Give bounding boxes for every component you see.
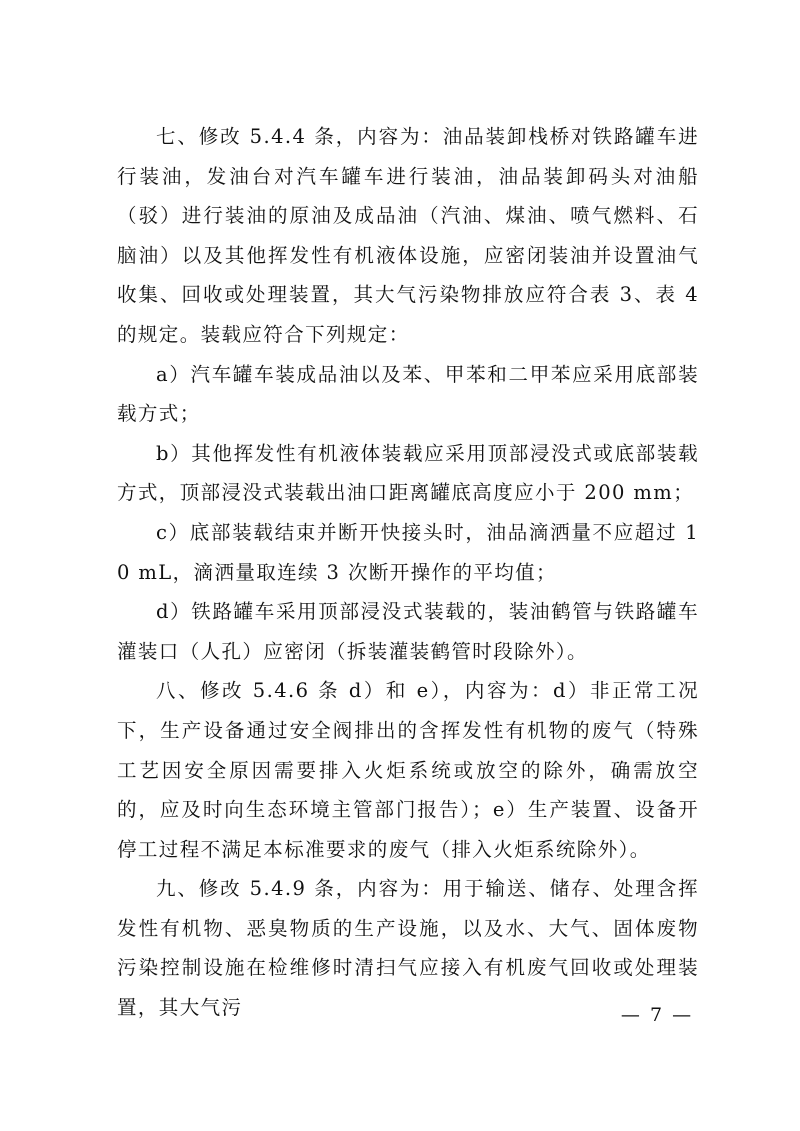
page-number: — 7 —	[620, 1004, 694, 1026]
paragraph-item-7-loading-rules: 七、修改 5.4.4 条，内容为：油品装卸栈桥对铁路罐车进行装油，发油台对汽车罐车进行装油，油品装卸码头对油船（驳）进行装油的原油及成品油（汽油、煤油、喷气燃料、石脑油）以及其他挥发性有机液体设施，应密闭装油并设置油气收集、回收或处理装置，其大气污染物排放应符合表 3、表 4 的规定。装载应符合下列规定：	[117, 125, 699, 346]
paragraph-clause-b: b）其他挥发性有机液体装载应采用顶部浸没式或底部装载方式，顶部浸没式装载出油口距离罐底高度应小于 200 mm；	[117, 441, 699, 505]
paragraph-item-8-abnormal-conditions: 八、修改 5.4.6 条 d）和 e），内容为：d）非正常工况下，生产设备通过安全阀排出的含挥发性有机物的废气（特殊工艺因安全原因需要排入火炬系统或放空的除外，确需放空的，应及时向生态环境主管部门报告）；e）生产装置、设备开停工过程不满足本标准要求的废气（排入火炬系统除外）。	[117, 679, 699, 861]
paragraph-item-9-maintenance-purge: 九、修改 5.4.9 条，内容为：用于输送、储存、处理含挥发性有机物、恶臭物质的生产设施，以及水、大气、固体废物污染控制设施在检维修时清扫气应接入有机废气回收或处理装置，其大气污	[117, 877, 699, 1020]
paragraph-clause-d: d）铁路罐车采用顶部浸没式装载的，装油鹤管与铁路罐车灌装口（人孔）应密闭（拆装灌装鹤管时段除外）。	[117, 600, 699, 663]
paragraph-clause-c: c）底部装载结束并断开快接头时，油品滴洒量不应超过 10 mL，滴洒量取连续 3 次断开操作的平均值；	[117, 520, 699, 584]
paragraph-clause-a: a）汽车罐车装成品油以及苯、甲苯和二甲苯应采用底部装载方式；	[117, 362, 699, 426]
document-body	[117, 117, 699, 1028]
